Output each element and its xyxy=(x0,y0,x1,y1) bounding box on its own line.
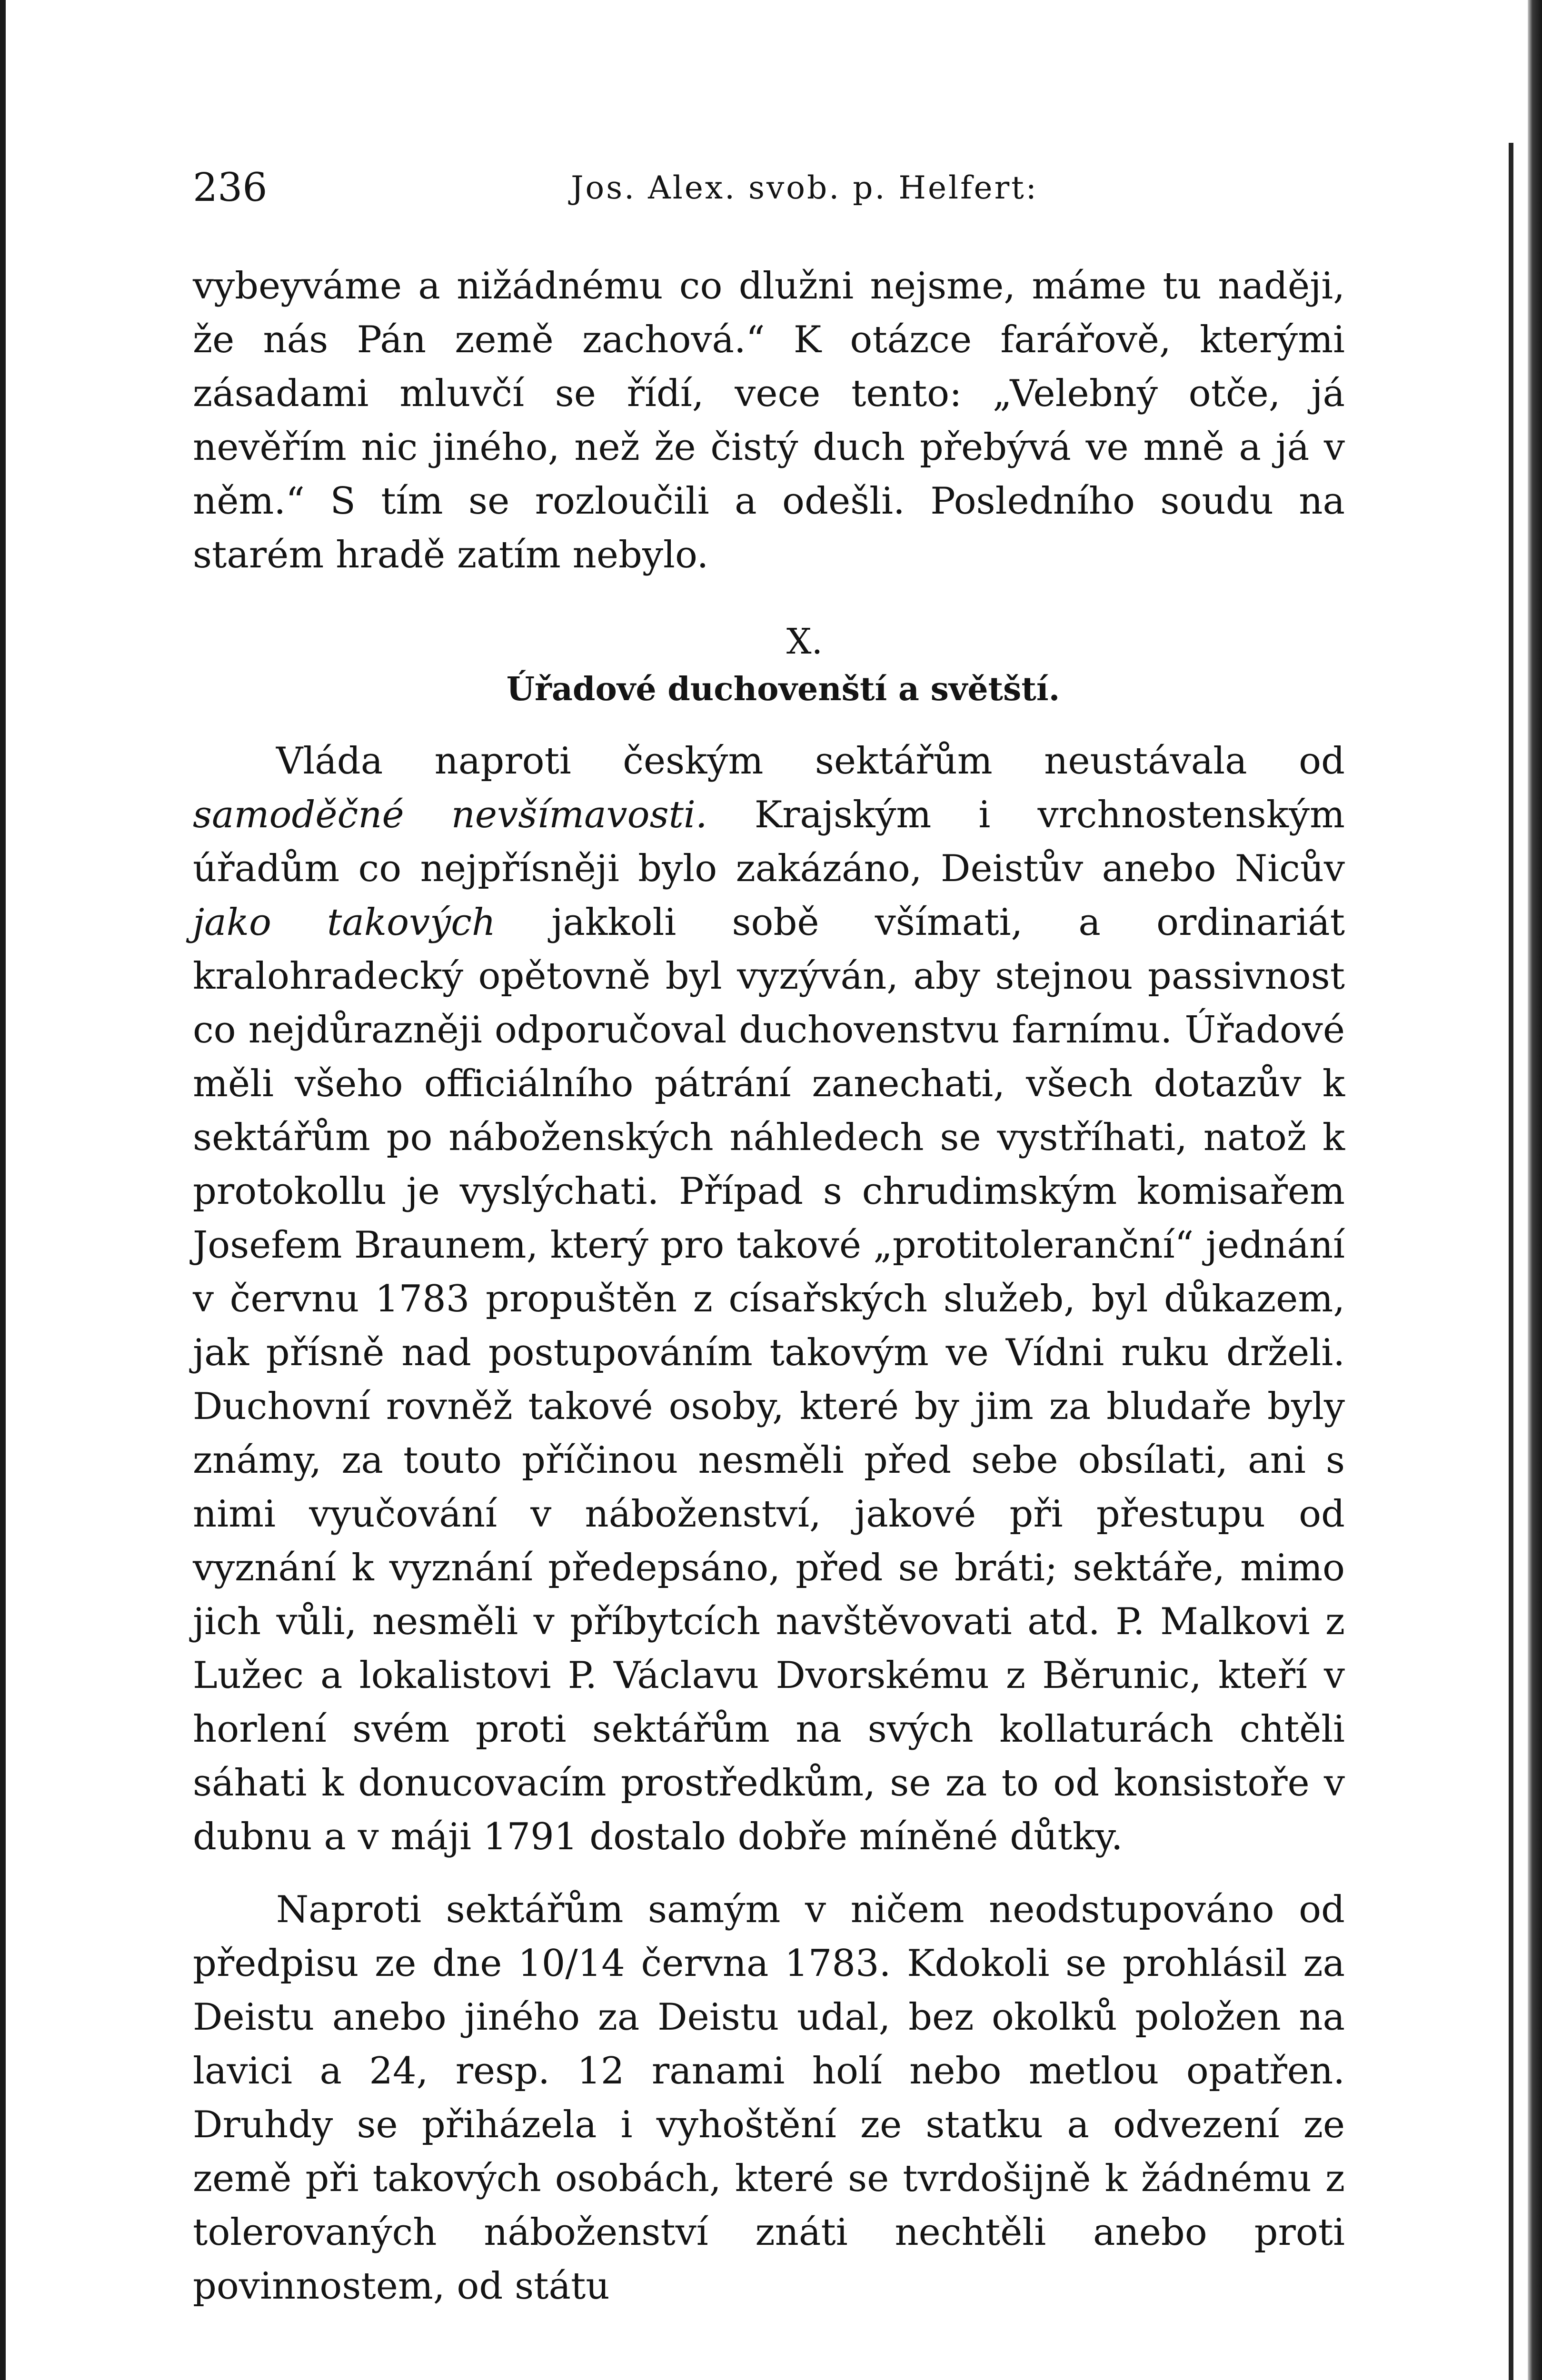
paragraph-government xyxy=(193,734,1345,1864)
paragraph-text: jakkoli sobě všímati, a ordinariát kralohradecký opětovně byl vyzýván, aby stejnou passivnost co nejdůrazněji odporučoval duchovenstvu farnímu. Úřadové měli všeho officiálního pátrání zanechati, všech dotazův k sektářům po náboženských náhledech se vystříhati, natož k protokollu je vyslýchati. Případ s chrudimským komisařem Josefem Braunem, který pro takové „protitoleranční“ jednání v červnu 1783 propuštěn z císařských služeb, byl důkazem, jak přísně nad postupováním takovým ve Vídni ruku drželi. Duchovní rovněž takové osoby, které by jim za bludaře byly známy, za touto příčinou nesměli před sebe obsílati, ani s nimi vyučování v náboženství, jakové při přestupu od vyznání k vyznání předepsáno, před se bráti; sektáře, mimo jich vůli, nesměli v příbytcích navštěvovati atd. P. Malkovi z Lužec a lokalistovi P. Václavu Dvorskému z Běrunic, kteří v horlení svém proti sektářům na svých kollaturách chtěli sáhati k donucovacím prostředkům, se za to od konsistoře v dubnu a v máji 1791 dostalo dobře míněné důtky. xyxy=(193,901,1345,1858)
running-head xyxy=(193,162,1345,214)
paragraph-sectarians: Naproti sektářům samým v ničem neodstupováno od předpisu ze dne 10/14 června 1783. Kdokoli se prohlásil za Deistu anebo jiného za Deistu udal, bez okolků položen na lavici a 24, resp. 12 ranami holí nebo metlou opatřen. Druhdy se přiházela i vyhoštění ze statku a odvezení ze země při takových osobách, které se tvrdošijně k žádnému z tolerovaných náboženství znáti nechtěli anebo proti povinnostem, od státu xyxy=(193,1888,1345,2308)
page-number: 236 xyxy=(193,165,268,210)
running-title: Jos. Alex. svob. p. Helfert: xyxy=(571,169,1038,206)
scan-edge-left xyxy=(0,0,6,2380)
section-title: Úřadové duchovenští a světští. xyxy=(506,670,1060,708)
book-page xyxy=(193,0,1345,2380)
scan-gutter-line xyxy=(1509,143,1513,2380)
section-number: X. xyxy=(786,621,823,662)
emphasis-text: jako takových xyxy=(193,901,496,944)
emphasis-text: samoděčné nevšímavosti. xyxy=(193,793,707,836)
scan-edge-right xyxy=(1528,0,1542,2380)
paragraph-text: Krajským i vrchnostenským úřadům co nejpřísněji bylo zakázáno, Deistův anebo Nicův xyxy=(193,793,1345,890)
paragraph-text: Vláda naproti českým sektářům neustávala od xyxy=(276,740,1345,783)
text-block xyxy=(193,259,1345,2313)
paragraph-gap xyxy=(193,1864,1345,1883)
paragraph-continued: vybeyváme a nižádnému co dlužni nejsme, máme tu naději, že nás Pán země zachová.“ K otázce farářově, kterými zásadami mluvčí se řídí, vece tento: „Velebný otče, já nevěřím nic jiného, než že čistý duch přebývá ve mně a já v něm.“ S tím se rozloučili a odešli. Posledního soudu na starém hradě zatím nebylo. xyxy=(193,265,1345,576)
